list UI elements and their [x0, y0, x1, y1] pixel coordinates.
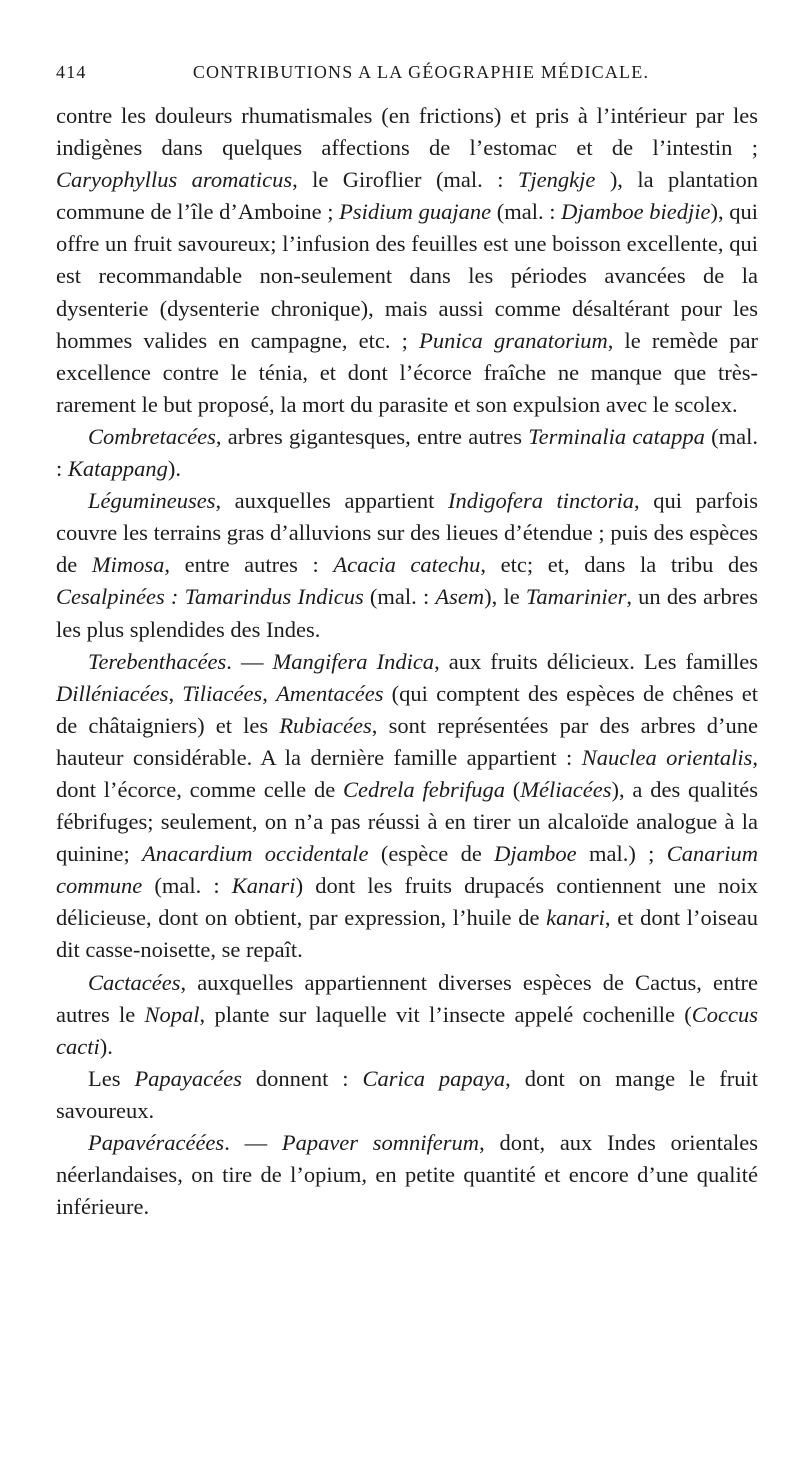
- text-run: ) dont les fruits drupacés contiennent une noix délicieuse, dont on obtient, par expression, l’huile de: [56, 873, 758, 931]
- italic-term: Anacardium occidentale: [142, 841, 369, 867]
- italic-term: Canarium commune: [56, 841, 758, 899]
- paragraph: [56, 100, 758, 421]
- italic-term: Mimosa: [91, 552, 165, 578]
- page-number: 414: [56, 62, 87, 82]
- text-run: (espèce de: [368, 841, 495, 867]
- text-run: donnent :: [241, 1065, 363, 1091]
- text-run: ,: [168, 680, 183, 706]
- italic-term: Papayacées: [134, 1065, 242, 1091]
- italic-term: Méliacées: [520, 776, 612, 802]
- text-run: . —: [224, 1130, 282, 1155]
- text-run: , et dont l’oiseau dit casse-noisette, se repaît.: [56, 905, 758, 963]
- text-run: ), qui offre un fruit savoureux; l’infusion des feuilles est une boisson excellente, qui est recommandable non-seulement dans les périodes avancées de la dysenterie (dysenterie chronique), mais aussi comme désaltérant pour les hommes valides en campagne, etc. ;: [56, 199, 758, 353]
- italic-term: Amentacées: [276, 680, 384, 706]
- italic-term: Nopal: [144, 1001, 200, 1027]
- text-run: , dont l’écorce, comme celle de: [56, 744, 758, 802]
- text-run: , dont on mange le fruit savoureux.: [56, 1065, 758, 1123]
- italic-term: Dilléniacées: [56, 680, 169, 706]
- paragraph: [56, 1127, 758, 1223]
- italic-term: Légumineuses: [88, 488, 216, 514]
- text-run: , dont, aux Indes orientales néerlandaises, on tire de l’opium, en petite quantité et encore d’une qualité inférieure.: [56, 1130, 759, 1220]
- italic-term: Tiliacées: [182, 680, 263, 706]
- paragraph: [56, 421, 758, 485]
- italic-term: Djamboe: [494, 841, 577, 867]
- text-run: , aux fruits délicieux. Les familles: [434, 648, 758, 674]
- text-run: , sont représentées par des arbres d’une hauteur considérable. A la dernière famille appartient :: [56, 712, 758, 770]
- text-run: , auxquelles appartient: [215, 488, 448, 514]
- italic-term: Caryophyllus aromaticus: [56, 167, 293, 193]
- italic-term: Kanari: [231, 873, 296, 899]
- running-title: CONTRIBUTIONS A LA GÉOGRAPHIE MÉDICALE.: [192, 62, 650, 82]
- italic-term: Djamboe biedjie: [561, 199, 711, 225]
- italic-term: Cesalpinées : Tamarindus Indicus: [56, 584, 364, 610]
- text-run: (mal. :: [56, 423, 758, 482]
- text-run: , le Giroflier (mal. :: [292, 167, 518, 193]
- text-run: contre les douleurs rhumatismales (en frictions) et pris à l’intérieur par les indigènes dans quelques affections de l’estomac et de l’intestin ;: [56, 103, 758, 161]
- paragraph: [56, 485, 758, 645]
- text-run: ), le: [484, 584, 526, 610]
- text-run: ).: [99, 1033, 113, 1059]
- text-run: , etc; et, dans la tribu des: [480, 552, 758, 578]
- text-run: (qui comptent des espèces de chênes et de châtaigniers) et les: [56, 680, 759, 738]
- paragraph: [56, 1063, 758, 1127]
- italic-term: Acacia catechu: [333, 552, 481, 578]
- italic-term: Carica papaya: [362, 1065, 506, 1091]
- italic-term: Papavéracéées: [88, 1130, 225, 1155]
- italic-term: Coccus cacti: [56, 1001, 758, 1059]
- italic-term: Psidium guajane: [339, 199, 492, 225]
- text-run: ), la plantation commune de l’île d’Amboine ;: [56, 167, 758, 225]
- body-text: [56, 100, 758, 1223]
- text-run: Les: [88, 1065, 135, 1091]
- italic-term: Papaver somniferum: [281, 1130, 480, 1155]
- text-run: . —: [226, 648, 273, 674]
- text-run: , plante sur laquelle vit l’insecte appelé cochenille (: [199, 1001, 692, 1027]
- text-run: ,: [262, 680, 277, 706]
- text-run: , arbres gigantesques, entre autres: [215, 423, 529, 449]
- italic-term: Rubiacées: [279, 712, 372, 738]
- text-run: (mal. :: [142, 873, 232, 899]
- text-run: , un des arbres les plus splendides des Indes.: [56, 584, 758, 642]
- italic-term: Tamarinier: [525, 584, 627, 610]
- text-run: (mal. :: [491, 199, 562, 225]
- text-run: , qui parfois couvre les terrains gras d’alluvions sur des lieues d’étendue ; puis des espèces de: [56, 488, 758, 578]
- text-run: (: [504, 776, 521, 802]
- italic-term: Cactacées: [88, 969, 181, 995]
- text-run: ).: [167, 456, 182, 482]
- italic-term: kanari: [546, 905, 605, 931]
- text-run: , entre autres :: [164, 552, 334, 578]
- italic-term: Asem: [435, 584, 485, 610]
- italic-term: Indigofera tinctoria: [447, 488, 635, 514]
- paragraph: [56, 967, 758, 1063]
- italic-term: Katappang: [67, 456, 168, 482]
- italic-term: Nauclea orientalis: [581, 744, 753, 770]
- text-run: (mal. :: [363, 584, 436, 610]
- paragraph: [56, 646, 758, 967]
- italic-term: Cedrela febrifuga: [343, 776, 505, 802]
- italic-term: Combretacées: [88, 423, 216, 449]
- text-run: mal.) ;: [576, 841, 667, 867]
- text-run: ), a des qualités fébrifuges; seulement, on n’a pas réussi à en tirer un alcaloïde analogue à la quinine;: [56, 776, 758, 867]
- text-run: , le remède par excellence contre le ténia, et dont l’écorce fraîche ne manque que très-rarement le but proposé, la mort du parasite et son expulsion avec le scolex.: [56, 327, 758, 417]
- italic-term: Terminalia catappa: [528, 423, 705, 449]
- page-header: [56, 62, 756, 92]
- italic-term: Terebenthacées: [88, 648, 227, 674]
- text-run: , auxquelles appartiennent diverses espèces de Cactus, entre autres le: [56, 969, 758, 1027]
- italic-term: Mangifera Indica: [272, 648, 435, 674]
- italic-term: Tjengkje: [517, 167, 596, 193]
- italic-term: Punica granatorium: [419, 327, 608, 353]
